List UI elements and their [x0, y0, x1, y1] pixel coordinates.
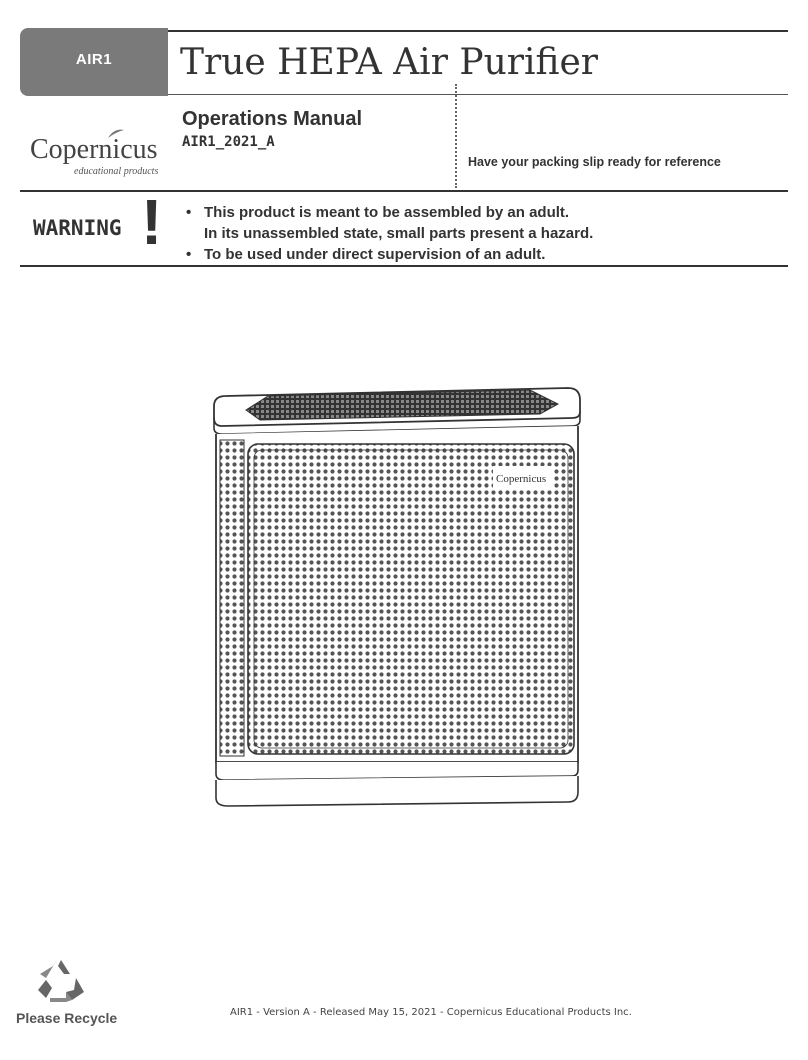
bullet: •	[186, 246, 192, 263]
warning-label: WARNING	[33, 216, 122, 240]
header-tab	[20, 28, 168, 96]
device-logo: Copernicus	[496, 473, 547, 485]
brand-logo	[30, 128, 162, 180]
recycle-label: Please Recycle	[16, 1010, 118, 1026]
warning-item-continued: In its unassembled state, small parts present a hazard.	[204, 225, 594, 242]
document-code: AIR1_2021_A	[182, 134, 275, 150]
footer-text: AIR1 - Version A - Released May 15, 2021 - Copernicus Educational Products Inc.	[230, 1007, 632, 1018]
warning-item: • To be used under direct supervision of an adult.	[186, 246, 546, 263]
manual-heading: Operations Manual	[182, 108, 363, 130]
recycle-icon	[36, 958, 86, 1002]
top-rule	[168, 30, 788, 32]
page-title: True HEPA Air Purifier	[180, 42, 599, 83]
bullet: •	[186, 204, 192, 221]
exclamation-icon: !	[141, 186, 163, 258]
packing-slip-note: Have your packing slip ready for reference	[468, 155, 721, 169]
warning-item: • This product is meant to be assembled by an adult.	[186, 204, 570, 221]
title-rule	[168, 94, 788, 95]
section-rule	[20, 265, 788, 267]
air-purifier-illustration	[210, 384, 584, 824]
tab-label: AIR1	[75, 51, 113, 68]
dotted-divider	[455, 84, 457, 188]
warning-list	[186, 202, 593, 265]
logo-wordmark: Copernicus	[30, 134, 158, 165]
logo-tagline: educational products	[74, 166, 159, 177]
section-rule	[20, 190, 788, 192]
